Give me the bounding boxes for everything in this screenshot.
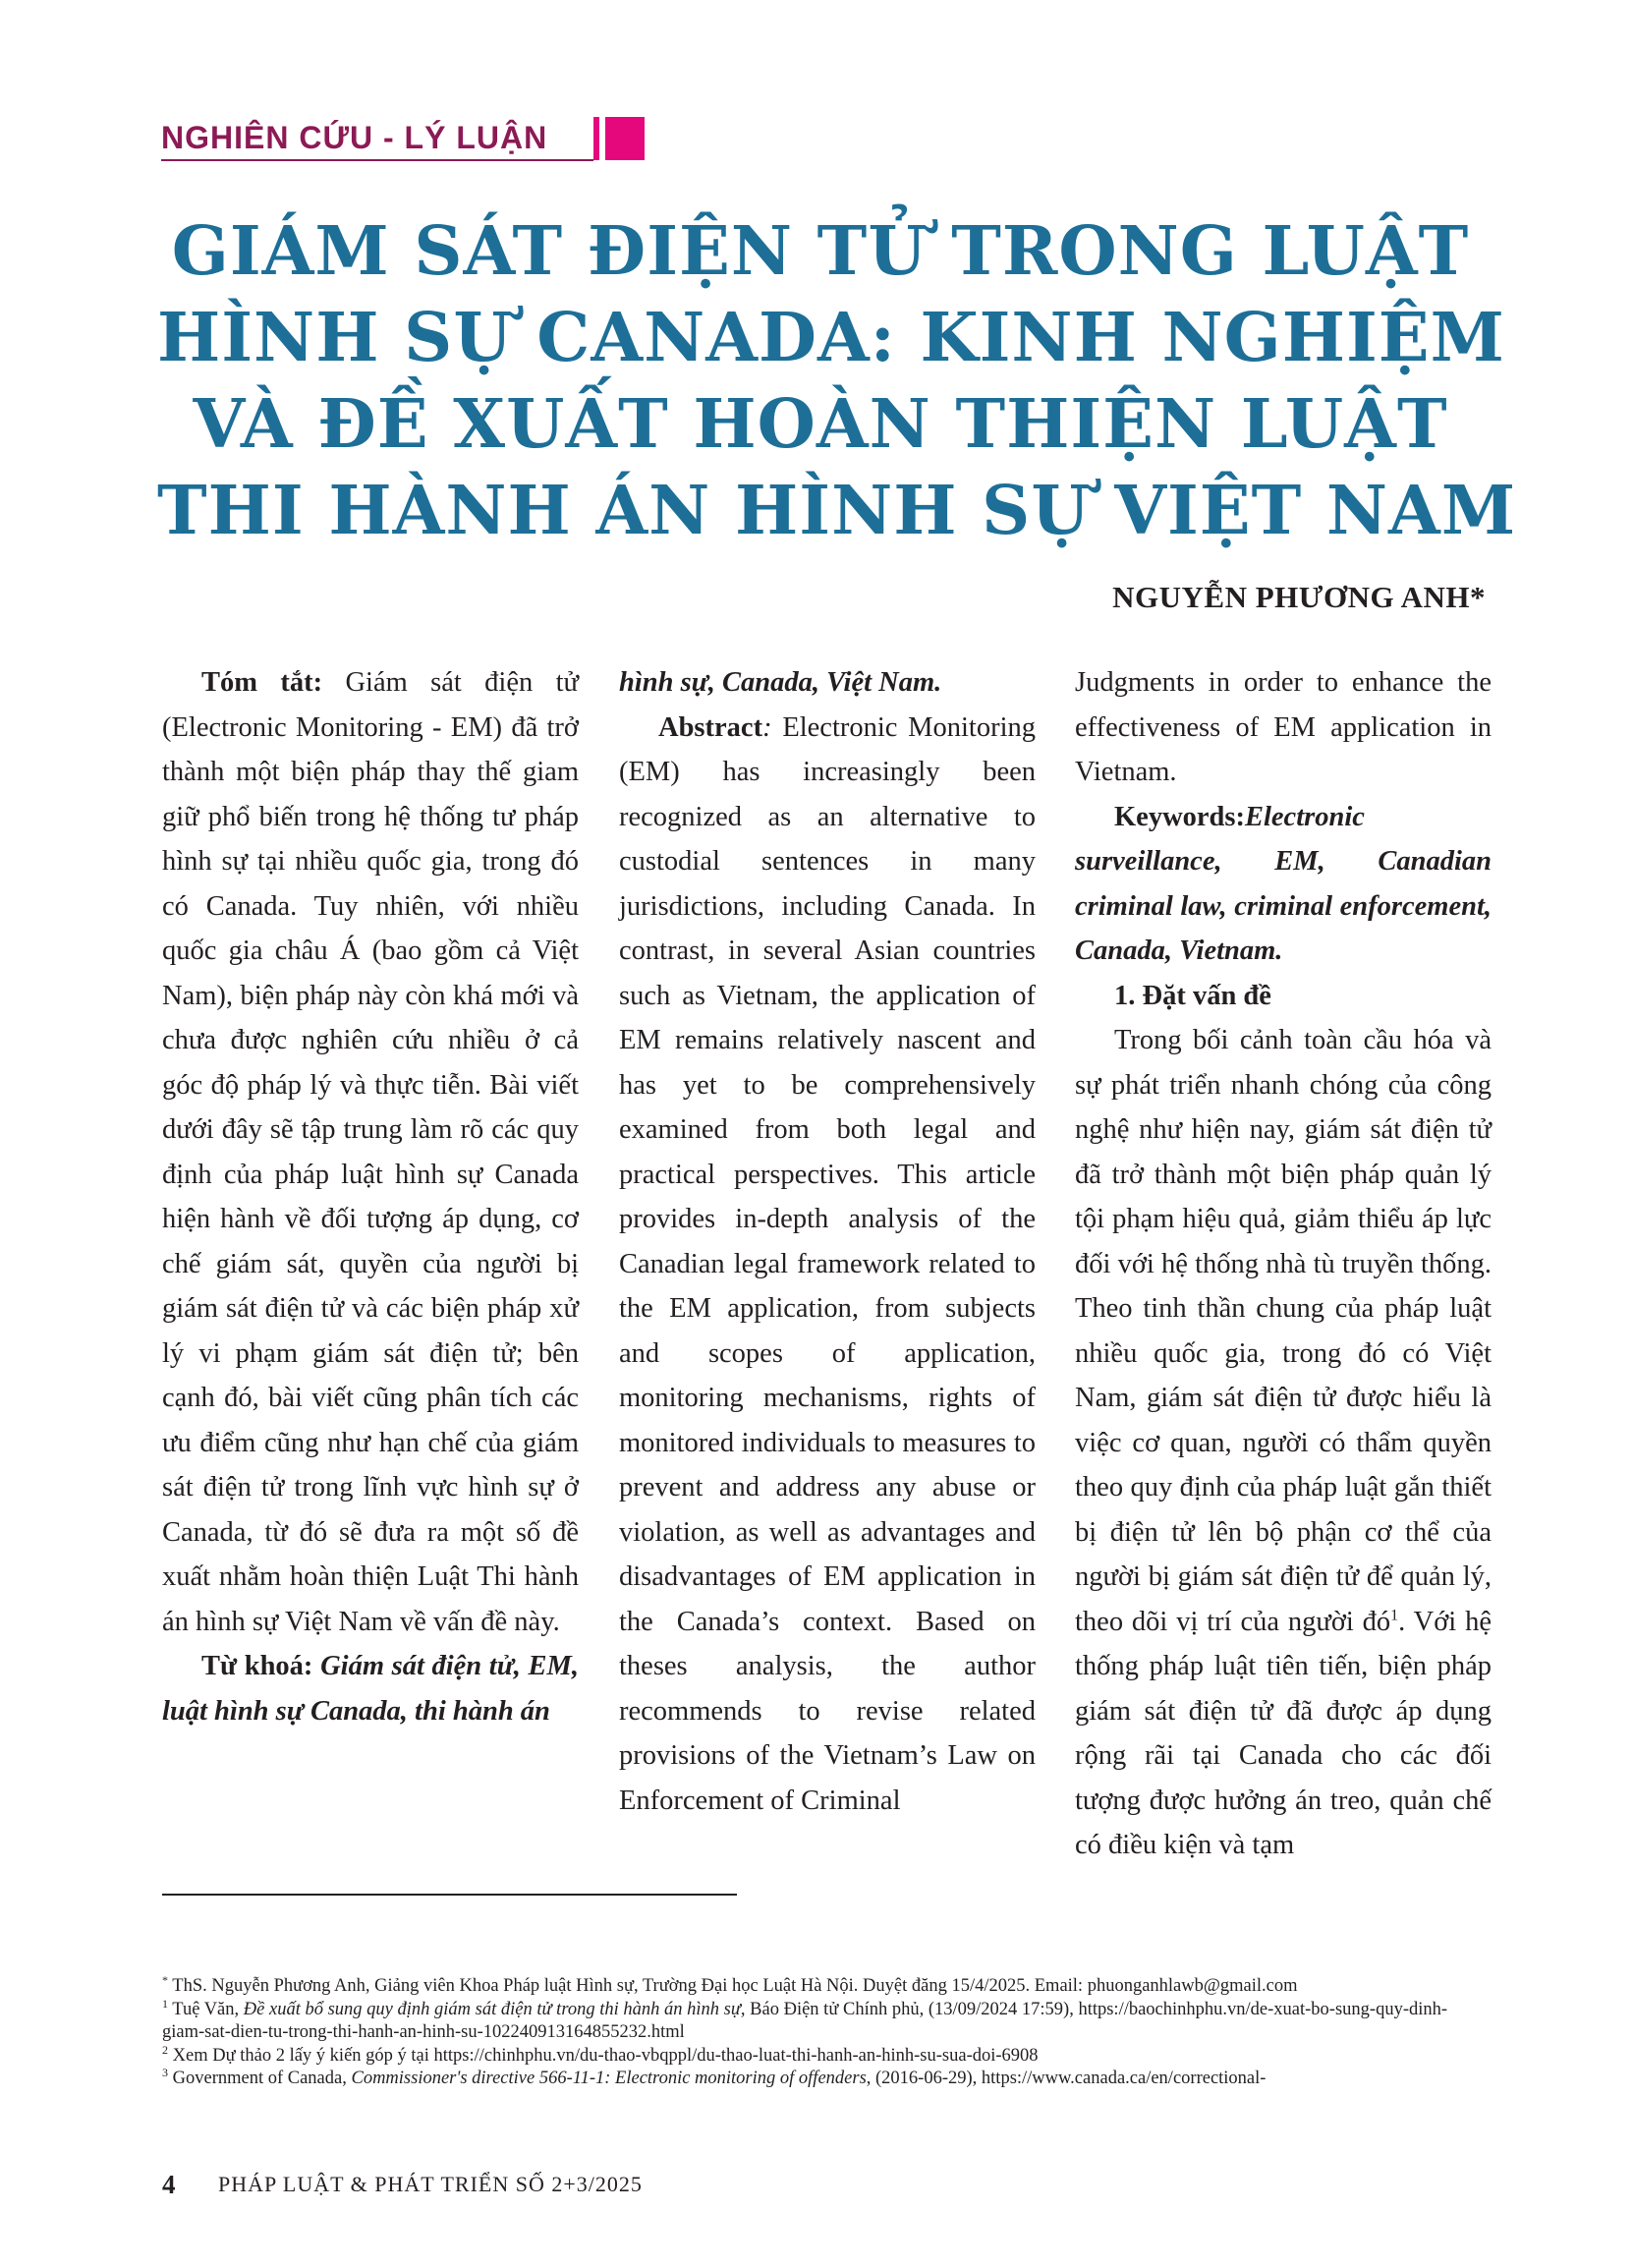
section-label: NGHIÊN CỨU - LÝ LUẬN [161,120,548,155]
footnote-3 [162,2065,1484,2091]
section-1-heading: 1. Đặt vấn đề [1114,980,1271,1011]
keywords-en-text: Electronic surveillance, EM, Canadian criminal law, criminal enforcement, Canada, Vietnam. [1075,801,1492,966]
footnote-text: Tuệ Văn, [172,1999,244,2019]
footnote-mark: 2 [162,2042,168,2057]
footnote-mark: * [162,1972,168,1987]
title-line-4: THI HÀNH ÁN HÌNH SỰ VIỆT NAM [157,472,1517,550]
keywords-english [1075,795,1492,974]
column-3 [1075,660,1492,1868]
accent-bar-thick [605,117,645,160]
abstract-english [619,706,1036,1824]
abstract-text: Electronic Monitoring (EM) has increasingly been recognized as an alternative to custodial sentences in many jurisdictions, including Canada. In contrast, in several Asian countries such as Vietnam, the application of EM remains relatively nascent and has yet to be comprehensively examined from both legal and practical perspectives. This article provides in-depth analysis of the Canadian legal framework related to the EM application, from subjects and scopes of application, monitoring mechanisms, rights of monitored individuals to measures to prevent and address any abuse or violation, as well as advantages and disadvantages of EM application in the Canada’s context. Based on theses analysis, the author recommends to revise related provisions of the Vietnam’s Law on Enforcement of Criminal [619,711,1036,1816]
accent-bar-thin [593,117,599,160]
footnote-mark: 3 [162,2065,168,2079]
abstract-label: Abstract [658,711,763,743]
page-number: 4 [162,2170,176,2199]
summary-text: Giám sát điện tử (Electronic Monitoring - EM) đã trở thành một biện pháp thay thế giam giữ phổ biến trong hệ thống tư pháp hình sự tại nhiều quốc gia, trong đó có Canada. Tuy nhiên, với nhiều quốc gia châu Á (bao gồm cả Việt Nam), biện pháp này còn khá mới và chưa được nghiên cứu nhiều ở cả góc độ pháp lý và thực tiễn. Bài viết dưới đây sẽ tập trung làm rõ các quy định của pháp luật hình sự Canada hiện hành về đối tượng áp dụng, cơ chế giám sát, quyền của người bị giám sát điện tử và các biện pháp xử lý vi phạm giám sát điện tử; bên cạnh đó, bài viết cũng phân tích các ưu điểm cũng như hạn chế của giám sát điện tử trong lĩnh vực hình sự ở Canada, từ đó sẽ đưa ra một số đề xuất nhằm hoàn thiện Luật Thi hành án hình sự Việt Nam về vấn đề này. [162,667,579,1637]
footnote-ref-1[interactable]: 1 [1390,1607,1399,1623]
column-1 [162,660,579,1733]
footnote-text[interactable]: Xem Dự thảo 2 lấy ý kiến góp ý tại https://chinhphu.vn/du-thao-vbqppl/du-thao-luat-thi-hanh-an-hinh-su-sua-doi-6908 [172,2045,1039,2066]
footnote-title: Đề xuất bổ sung quy định giám sát điện tử trong thi hành án hình sự [243,1999,741,2019]
journal-name: PHÁP LUẬT & PHÁT TRIỂN SỐ 2+3/2025 [218,2172,643,2196]
footnote-1 [162,1996,1484,2045]
section-underline [161,159,593,161]
summary-vietnamese [162,660,579,1644]
footnotes [162,1972,1484,2091]
title-line-2: HÌNH SỰ CANADA: KINH NGHIỆM [157,299,1505,377]
abstract-colon: : [762,711,772,743]
keywords-en-label: Keywords: [1114,801,1245,832]
keywords-vi-continued [619,660,1036,706]
keywords-vi-label: Từ khoá: [201,1651,313,1681]
title-line-3: VÀ ĐỀ XUẤT HOÀN THIỆN LUẬT [193,385,1448,464]
section-1-body [1075,1018,1492,1868]
footnote-separator [162,1894,737,1896]
section-1-text-b: . Với hệ thống pháp luật tiên tiến, biện pháp giám sát điện tử đã được áp dụng rộng rãi tại Canada cho các đối tượng được hưởng án treo, quản chế có điều kiện và tạm [1075,1606,1492,1860]
keywords-vietnamese [162,1644,579,1733]
footnote-title: Commissioner's directive 566-11-1: Electronic monitoring of offenders [351,2069,867,2088]
article-author: NGUYỄN PHƯƠNG ANH* [1112,580,1486,614]
footnote-2 [162,2042,1484,2069]
footnote-text: ThS. Nguyễn Phương Anh, Giảng viên Khoa Pháp luật Hình sự, Trường Đại học Luật Hà Nội. Duyệt đăng 15/4/2025. Email: phuonganhlawb@gmail.com [172,1976,1298,1996]
keywords-vi-text: Giám sát điện tử, EM, luật hình sự Canada, thi hành án [162,1651,579,1727]
keywords-vi-continuation: hình sự, Canada, Việt Nam. [619,667,942,698]
abstract-continued [1075,660,1492,795]
article-title [157,208,1517,554]
footnote-mark: 1 [162,1996,168,2011]
footnote-text: Government of Canada, [172,2069,352,2088]
footnote-text[interactable]: , Báo Điện tử Chính phủ, (13/09/2024 17:59), https://baochinhphu.vn/de-xuat-bo-sung-quy-dinh-giam-sat-dien-tu-trong-thi-hanh-an-hinh-su-102240913164855232.html [162,1999,1448,2042]
footnote-author [162,1972,1484,1999]
title-line-1: GIÁM SÁT ĐIỆN TỬ TRONG LUẬT [171,212,1470,291]
section-1-text-a: Trong bối cảnh toàn cầu hóa và sự phát triển nhanh chóng của công nghệ như hiện nay, giám sát điện tử đã trở thành một biện pháp quản lý tội phạm hiệu quả, giảm thiểu áp lực đối với hệ thống nhà tù truyền thống. Theo tinh thần chung của pháp luật nhiều quốc gia, trong đó có Việt Nam, giám sát điện tử được hiểu là việc cơ quan, người có thẩm quyền theo quy định của pháp luật gắn thiết bị điện tử lên bộ phận cơ thể của người bị giám sát điện tử để quản lý, theo dõi vị trí của người đó [1075,1025,1492,1637]
footnote-text[interactable]: , (2016-06-29), https://www.canada.ca/en/correctional- [866,2069,1267,2088]
summary-label: Tóm tắt: [201,667,323,698]
abstract-continuation: Judgments in order to enhance the effectiveness of EM application in Vietnam. [1075,667,1492,787]
column-2 [619,660,1036,1823]
section-accent-mark [593,117,645,160]
